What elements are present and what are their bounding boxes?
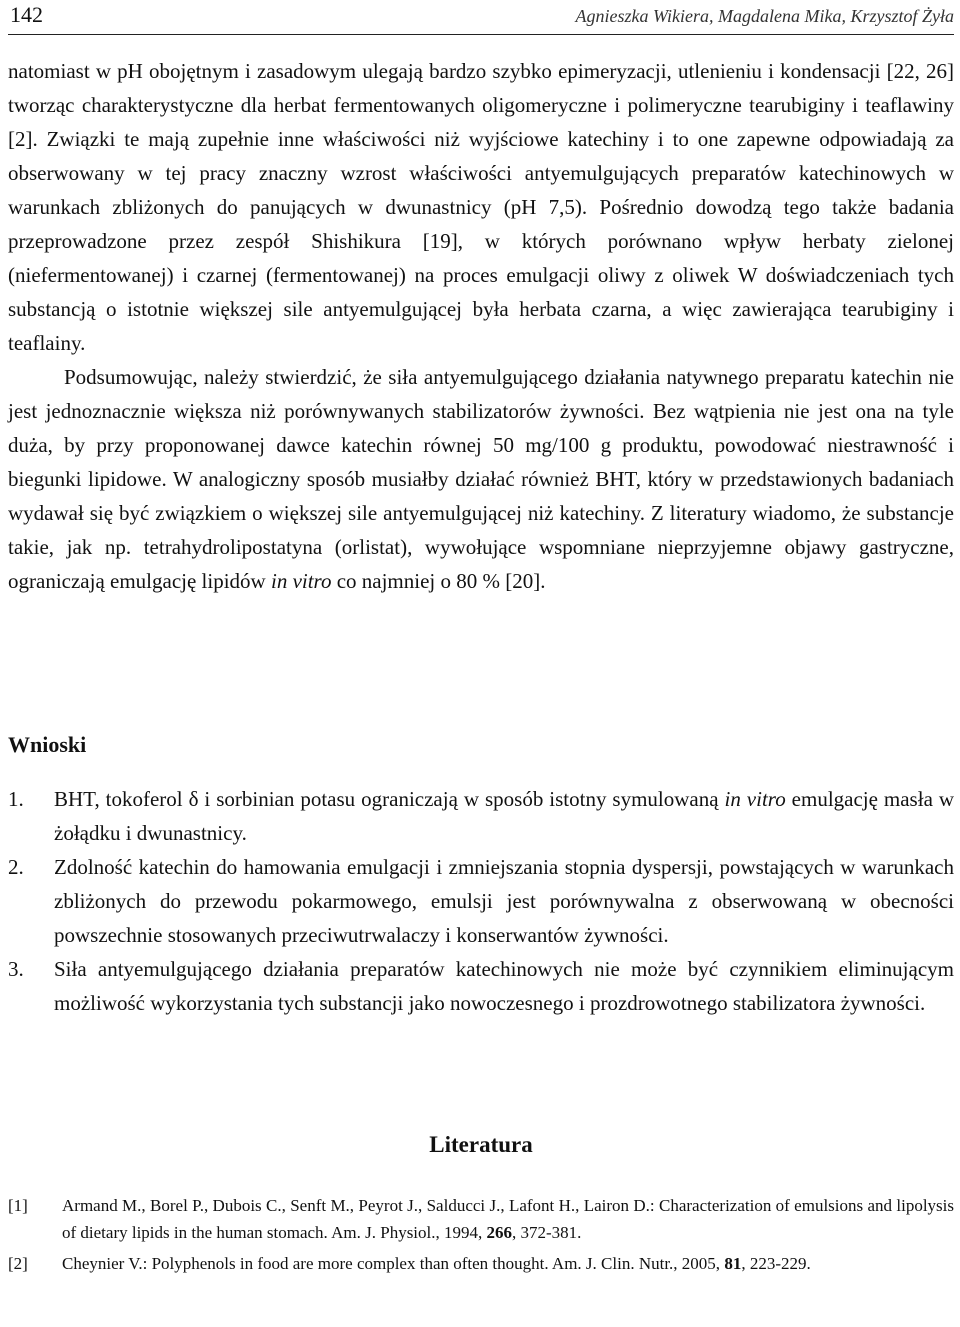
reference-volume: 266 bbox=[486, 1223, 513, 1242]
reference-item bbox=[8, 1250, 954, 1277]
reference-text: Armand M., Borel P., Dubois C., Senft M., Peyrot J., Salducci J., Lafont H., Lairon D.: Characterization of emulsions and lipolysis of dietary lipids in the human stomach. Am. J. Physiol., 1994, bbox=[62, 1196, 954, 1242]
reference-item bbox=[8, 1192, 954, 1246]
conclusion-item bbox=[8, 952, 954, 1020]
reference-pages: , 372-381. bbox=[512, 1223, 582, 1242]
conclusion-text: BHT, tokoferol δ i sorbinian potasu ograniczają w sposób istotny symulowaną bbox=[54, 787, 725, 811]
paragraph-2-italic: in vitro bbox=[270, 569, 332, 593]
running-head-authors: Agnieszka Wikiera, Magdalena Mika, Krzysztof Żyła bbox=[575, 6, 954, 26]
paragraph-2-text: Podsumowując, należy stwierdzić, że siła antyemulgującego działania natywnego preparatu katechin nie jest jednoznacznie większa niż porównywanych stabilizatorów żywności. Bez wątpienia nie jest ona na tyle duża, by przy proponowanej dawce katechin równej 50 mg/100 g produktu, powodować niestrawność i biegunki lipidowe. W analogiczny sposób musiałby działać również BHT, który w przedstawionych badaniach wydawał się być związkiem o większej sile antyemulgującej niż katechiny. Z literatury wiadomo, że substancje takie, jak np. tetrahydrolipostatyna (orlistat), wywołujące wspomniane nieprzyjemne objawy gastryczne, ograniczają emulgację lipidów bbox=[8, 365, 954, 593]
conclusions-heading: Wnioski bbox=[8, 732, 87, 757]
conclusion-text: Siła antyemulgującego działania preparatów katechinowych nie może być czynnikiem eliminującym możliwość wykorzystania tych substancji jako nowoczesnego i prozdrowotnego stabilizatora żywności. bbox=[54, 957, 954, 1015]
reference-pages: , 223-229. bbox=[741, 1254, 811, 1273]
conclusion-item bbox=[8, 850, 954, 952]
conclusion-item bbox=[8, 782, 954, 850]
page-number: 142 bbox=[10, 2, 43, 27]
references-list bbox=[8, 1192, 954, 1281]
paragraph-2 bbox=[8, 360, 954, 598]
conclusion-number: 3. bbox=[8, 957, 24, 981]
paragraph-1: natomiast w pH obojętnym i zasadowym ulegają bardzo szybko epimeryzacji, utlenieniu i kondensacji [22, 26] tworząc charakterystyczne dla herbat fermentowanych oligomeryczne i polimeryczne tearubiginy i teaflawiny [2]. Związki te mają zupełnie inne właściwości niż wyjściowe katechiny i to one zapewne odpowiadają za obserwowany w tej pracy znaczny wzrost właściwości antyemulgujących preparatów katechinowych w warunkach zbliżonych do panujących w dwunastnicy (pH 7,5). Pośrednio dowodzą tego także badania przeprowadzone przez zespół Shishikura [19], w których porównano wpływ herbaty zielonej (niefermentowanej) i czarnej (fermentowanej) na proces emulgacji oliwy z oliwek W doświadczeniach tych substancją o istotnie większej sile antyemulgującej była herbata czarna, a więc zawierająca tearubiginy i teaflainy. bbox=[8, 59, 954, 355]
reference-volume: 81 bbox=[724, 1254, 742, 1273]
references-heading: Literatura bbox=[429, 1132, 533, 1157]
discussion-text bbox=[8, 54, 954, 598]
conclusions-list bbox=[8, 782, 954, 1020]
conclusion-italic: in vitro bbox=[724, 787, 786, 811]
page-header bbox=[8, 0, 954, 35]
paragraph-2-end: co najmniej o 80 % [20]. bbox=[331, 569, 546, 593]
conclusion-number: 1. bbox=[8, 787, 24, 811]
reference-text: Cheynier V.: Polyphenols in food are more complex than often thought. Am. J. Clin. Nutr., 2005, bbox=[62, 1254, 725, 1273]
conclusion-text: Zdolność katechin do hamowania emulgacji i zmniejszania stopnia dyspersji, powstających w warunkach zbliżonych do przewodu pokarmowego, emulsji jest porównywalna z obserwowaną w obecności powszechnie stosowanych przeciwutrwalaczy i konserwantów żywności. bbox=[54, 855, 954, 947]
reference-number: [1] bbox=[8, 1196, 28, 1215]
conclusion-number: 2. bbox=[8, 855, 24, 879]
conclusion-text-end: emulgację masła w żołądku i dwunastnicy. bbox=[54, 787, 955, 845]
reference-number: [2] bbox=[8, 1254, 28, 1273]
